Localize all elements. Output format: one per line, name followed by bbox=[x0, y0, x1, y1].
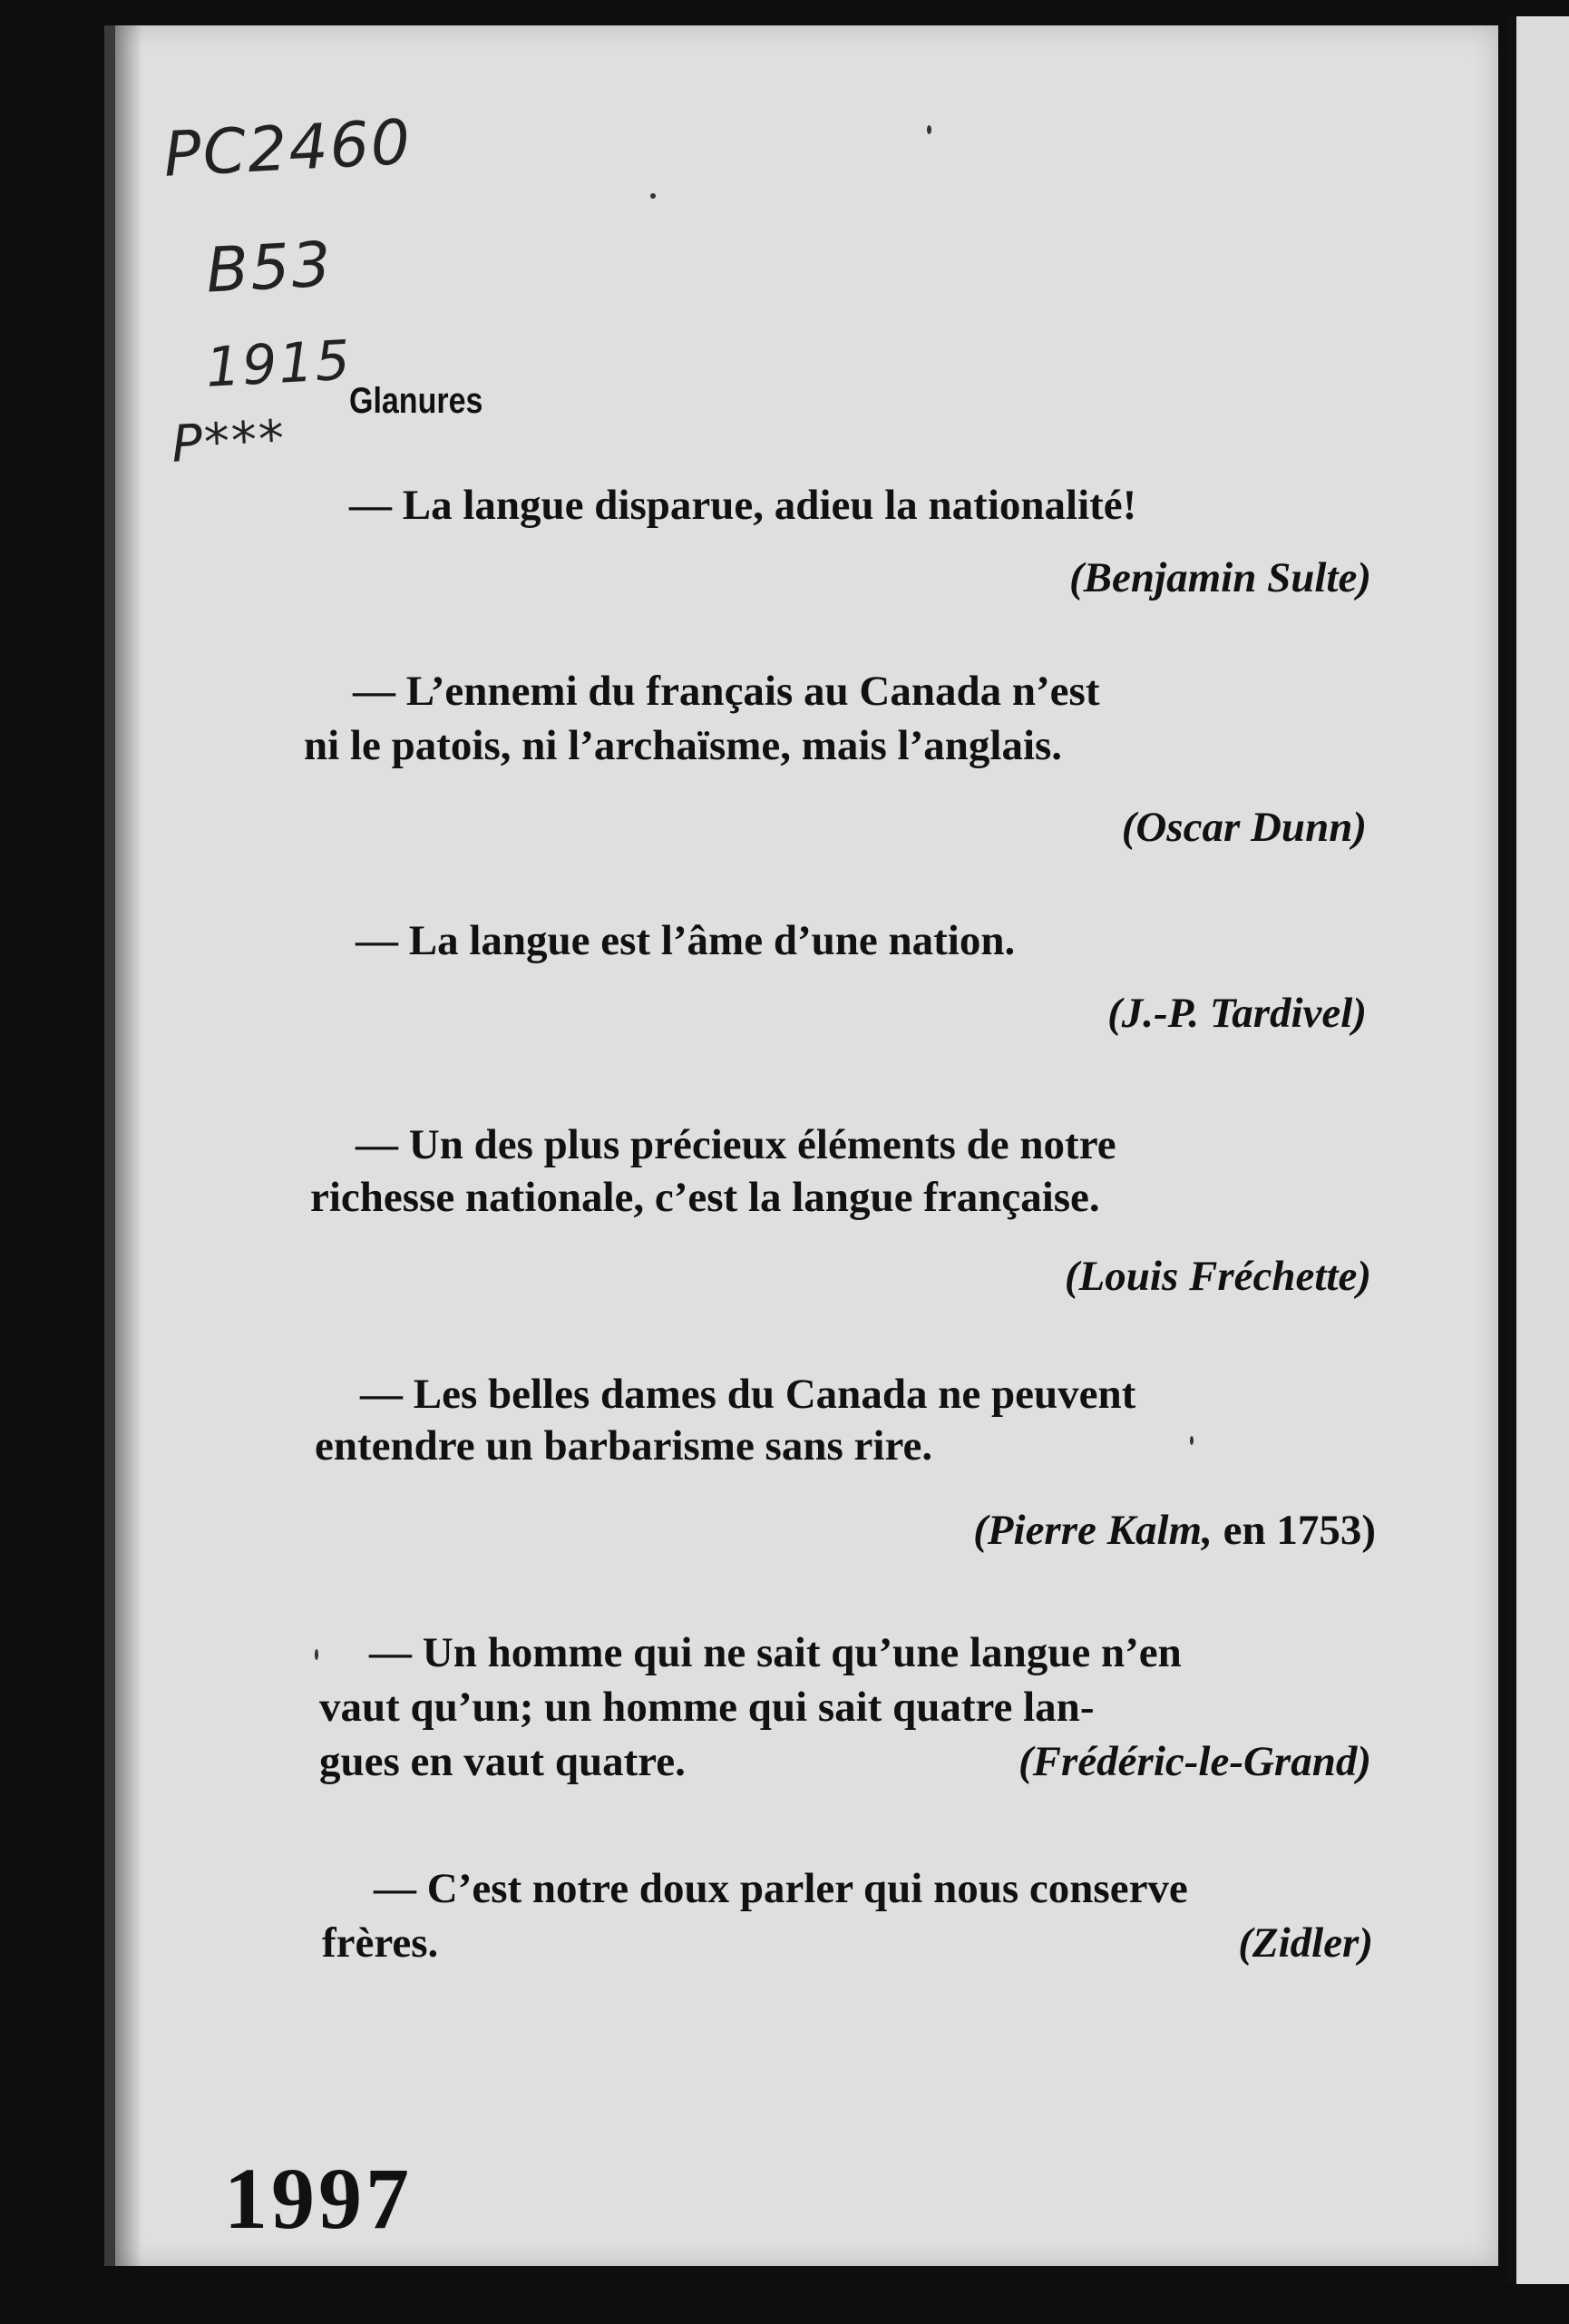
call-number-line-4: P*** bbox=[170, 409, 287, 474]
quote-4-line-1: — Un des plus précieux éléments de notre bbox=[356, 1121, 1116, 1168]
call-number-line-1: PC2460 bbox=[161, 106, 414, 191]
quote-4-author: (Louis Fréchette) bbox=[1064, 1253, 1371, 1300]
dust-speck bbox=[927, 125, 931, 134]
quote-6-line-3: gues en vaut quatre. bbox=[319, 1738, 686, 1785]
binding-shadow bbox=[115, 25, 142, 2266]
quote-1-author: (Benjamin Sulte) bbox=[1069, 554, 1371, 601]
quote-2-author: (Oscar Dunn) bbox=[1121, 804, 1367, 851]
quote-5-author-date: en 1753) bbox=[1212, 1507, 1376, 1554]
page-number: 1997 bbox=[224, 2150, 413, 2247]
quote-3-line-1: — La langue est l’âme d’une nation. bbox=[356, 917, 1016, 964]
quote-7-author: (Zidler) bbox=[1238, 1919, 1373, 1967]
document-page bbox=[104, 25, 1498, 2266]
adjacent-page-edge bbox=[1507, 16, 1569, 2284]
quote-2-line-2: ni le patois, ni l’archaïsme, mais l’anglais. bbox=[304, 722, 1063, 769]
dust-speck bbox=[650, 193, 656, 199]
quote-6-author: (Frédéric-le-Grand) bbox=[1018, 1738, 1371, 1785]
quote-3-author: (J.-P. Tardivel) bbox=[1107, 990, 1367, 1037]
call-number-line-2: B53 bbox=[204, 229, 335, 308]
quote-6-line-1: — Un homme qui ne sait qu’une langue n’en bbox=[369, 1629, 1182, 1676]
dust-speck bbox=[1190, 1436, 1194, 1445]
dust-speck bbox=[315, 1649, 318, 1660]
quote-6-line-2: vaut qu’un; un homme qui sait quatre lan- bbox=[319, 1684, 1095, 1731]
quote-7-line-2: frères. bbox=[322, 1919, 439, 1967]
quote-7-line-1: — C’est notre doux parler qui nous conserve bbox=[374, 1865, 1188, 1912]
quote-5-author-name: (Pierre Kalm, bbox=[973, 1507, 1213, 1554]
quote-5-line-2: entendre un barbarisme sans rire. bbox=[315, 1422, 933, 1470]
quote-1-line-1: — La langue disparue, adieu la nationalité! bbox=[349, 482, 1137, 529]
quote-4-line-2: richesse nationale, c’est la langue française. bbox=[310, 1174, 1100, 1221]
call-number-line-3: 1915 bbox=[204, 328, 354, 400]
quote-5-author bbox=[973, 1504, 1376, 1557]
section-heading: Glanures bbox=[349, 381, 483, 421]
quote-5-line-1: — Les belles dames du Canada ne peuvent bbox=[360, 1371, 1136, 1418]
quote-2-line-1: — L’ennemi du français au Canada n’est bbox=[353, 668, 1100, 715]
